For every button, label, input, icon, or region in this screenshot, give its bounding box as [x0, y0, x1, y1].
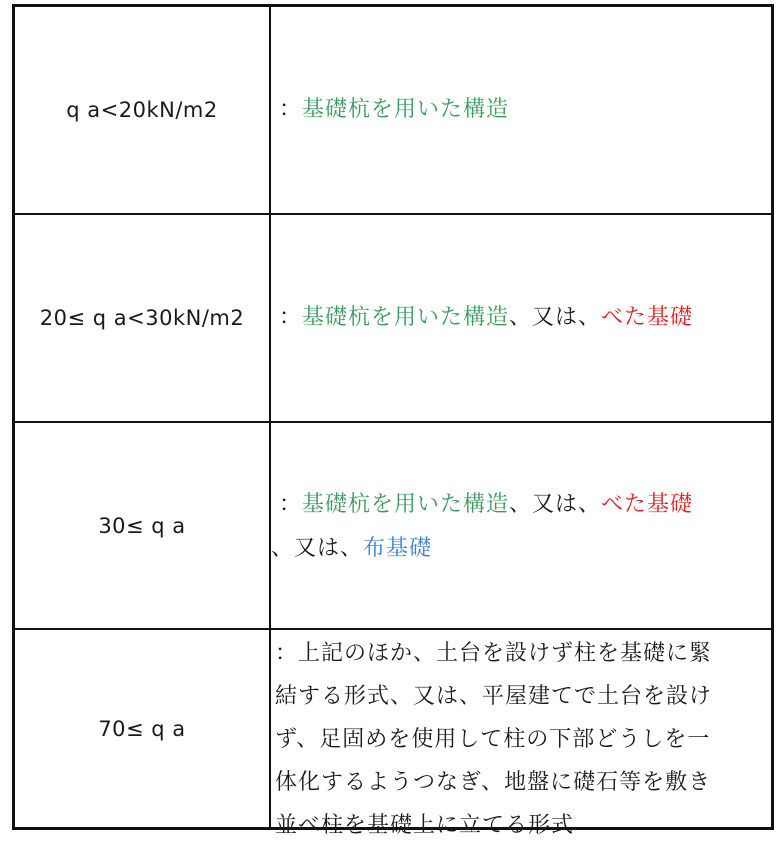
foundation-cell	[271, 215, 771, 421]
foundation-cell	[271, 423, 771, 628]
mat-foundation-text: べた基礎	[601, 305, 694, 330]
pile-foundation-text: 基礎杭を用いた構造	[302, 492, 510, 517]
table-row	[15, 213, 771, 421]
separator-text: 、又は、	[509, 305, 602, 330]
description-line: 結する形式、又は、平屋建てで土台を設け	[275, 684, 713, 709]
pile-foundation-text: 基礎杭を用いた構造	[302, 97, 510, 122]
table-row	[15, 628, 771, 838]
separator-text: 、又は、	[271, 536, 364, 561]
foundation-cell	[271, 7, 771, 213]
table-row	[15, 7, 771, 213]
pile-foundation-text: 基礎杭を用いた構造	[302, 305, 510, 330]
description-line: ず、足固めを使用して柱の下部どうしを一	[275, 727, 711, 752]
foundation-table	[12, 4, 774, 838]
table-row	[15, 421, 771, 628]
prefix-colon: ：	[279, 97, 303, 122]
condition-cell: q a<20kN/m2	[15, 7, 271, 213]
description-line: ：上記のほか、土台を設けず柱を基礎に緊	[275, 641, 713, 666]
description-line: 並べ柱を基礎上に立てる形式	[275, 813, 575, 838]
foundation-cell	[271, 630, 771, 838]
condition-cell: 20≤ q a<30kN/m2	[15, 215, 271, 421]
foundation-line	[271, 527, 771, 571]
separator-text: 、又は、	[509, 492, 602, 517]
mat-foundation-text: べた基礎	[601, 492, 694, 517]
condition-cell: 30≤ q a	[15, 423, 271, 628]
foundation-line	[271, 483, 771, 527]
prefix-colon: ：	[279, 305, 303, 330]
prefix-colon: ：	[279, 492, 303, 517]
condition-cell: 70≤ q a	[15, 630, 271, 827]
strip-foundation-text: 布基礎	[363, 536, 433, 561]
description-line: 体化するようつなぎ、地盤に礎石等を敷き	[275, 770, 712, 795]
